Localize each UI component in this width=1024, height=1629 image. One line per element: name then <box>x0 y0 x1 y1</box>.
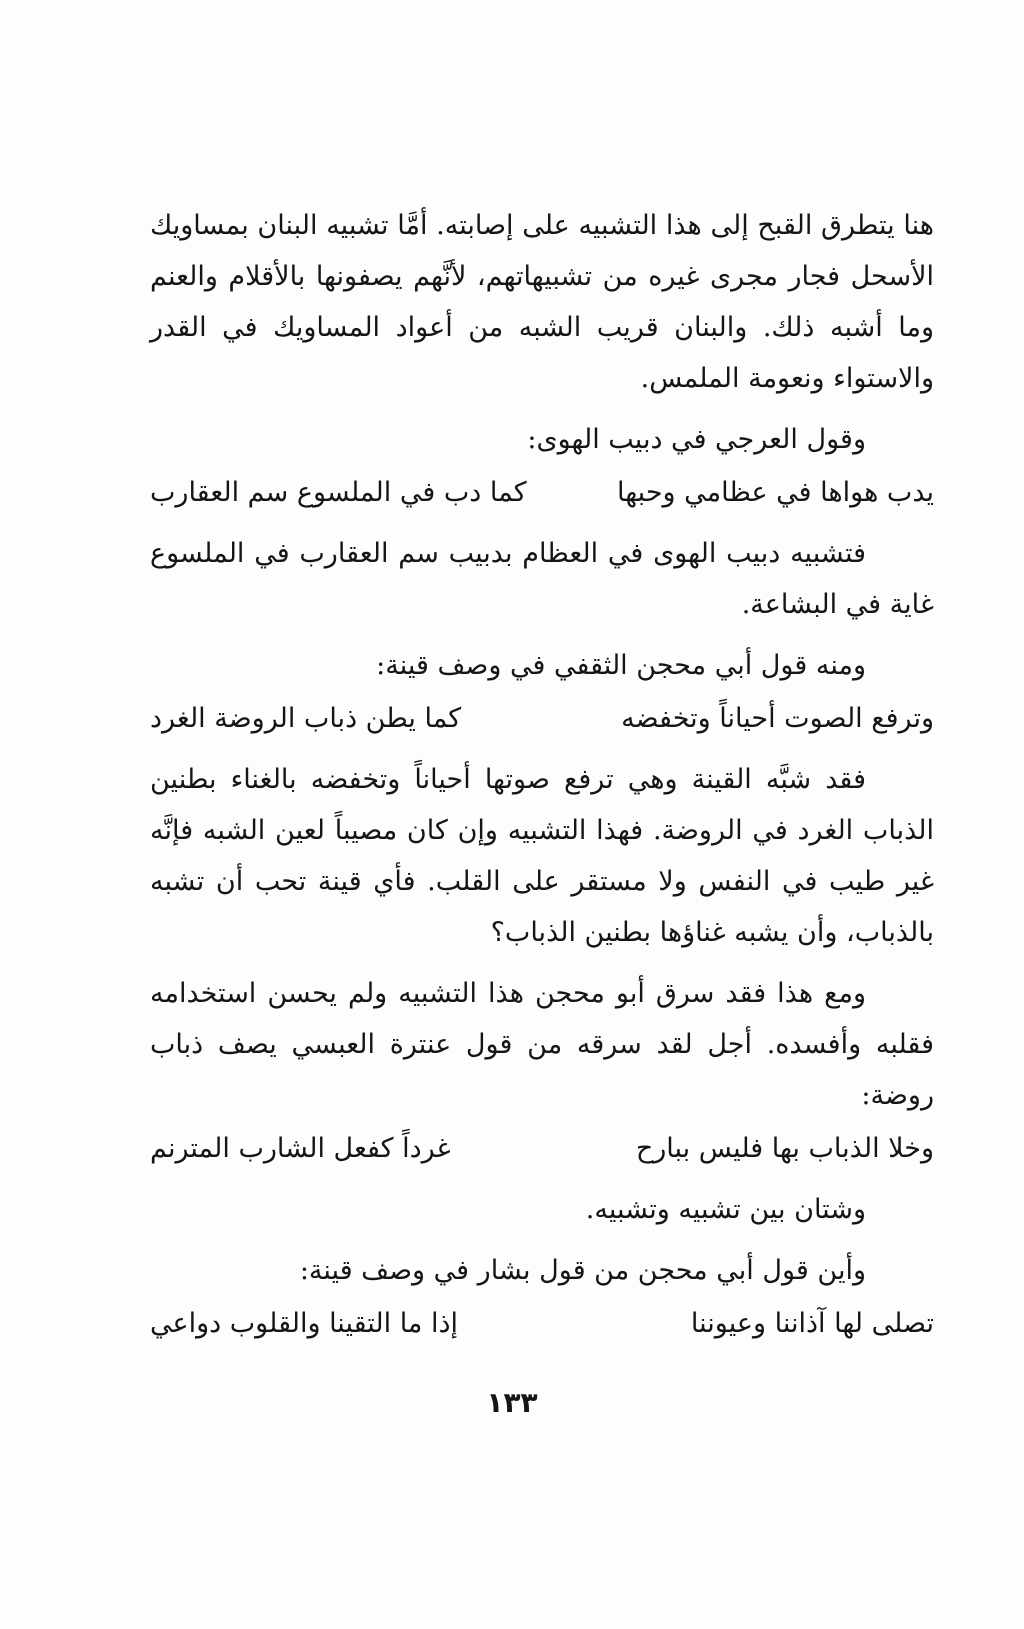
verse-1-second-hemistich: كما دب في الملسوع سم العقارب <box>150 477 527 508</box>
verse-2-first-hemistich: وترفع الصوت أحياناً وتخفضه <box>621 703 934 734</box>
paragraph-6: ومع هذا فقد سرق أبو محجن هذا التشبيه ولم يحسن استخدامه فقلبه وأفسده. أجل لقد سرقه من قول عنترة العبسي يصف ذباب روضة: <box>150 978 934 1111</box>
verse-4-first-hemistich: تصلى لها آذاننا وعيوننا <box>690 1308 934 1339</box>
paragraph-4: ومنه قول أبي محجن الثقفي في وصف قينة: <box>376 650 866 681</box>
verse-2 <box>150 693 934 744</box>
paragraph-7: وشتان بين تشبيه وتشبيه. <box>585 1194 866 1225</box>
paragraph-3: فتشبيه دبيب الهوى في العظام بدبيب سم العقارب في الملسوع غاية في البشاعة. <box>150 538 934 620</box>
page-body <box>150 200 934 1359</box>
paragraph-2: وقول العرجي في دبيب الهوى: <box>527 424 866 455</box>
verse-4 <box>150 1298 934 1349</box>
verse-3-second-hemistich: غرداً كفعل الشارب المترنم <box>150 1133 451 1164</box>
verse-1-first-hemistich: يدب هواها في عظامي وحبها <box>617 477 934 508</box>
paragraph-1: هنا يتطرق القبح إلى هذا التشبيه على إصابته. أمَّا تشبيه البنان بمساويك الأسحل فجار مجرى غيره من تشبيهاتهم، لأنَّهم يصفونها بالأقلام والعنم وما أشبه ذلك. والبنان قريب الشبه من أعواد المساويك في القدر والاستواء ونعومة الملمس. <box>150 210 934 394</box>
verse-4-second-hemistich: إذا ما التقينا والقلوب دواعي <box>150 1308 459 1339</box>
verse-3 <box>150 1123 934 1174</box>
paragraph-8: وأين قول أبي محجن من قول بشار في وصف قينة: <box>299 1255 866 1286</box>
verse-1 <box>150 467 934 518</box>
verse-2-second-hemistich: كما يطن ذباب الروضة الغرد <box>150 703 462 734</box>
verse-3-first-hemistich: وخلا الذباب بها فليس ببارح <box>635 1133 934 1164</box>
page-number: ١٣٣ <box>486 1386 538 1419</box>
paragraph-5: فقد شبَّه القينة وهي ترفع صوتها أحياناً وتخفضه بالغناء بطنين الذباب الغرد في الروضة. فهذا التشبيه وإن كان مصيباً لعين الشبه فإنَّه غير طيب في النفس ولا مستقر على القلب. فأي قينة تحب أن تشبه بالذباب، وأن يشبه غناؤها بطنين الذباب؟ <box>150 764 934 948</box>
